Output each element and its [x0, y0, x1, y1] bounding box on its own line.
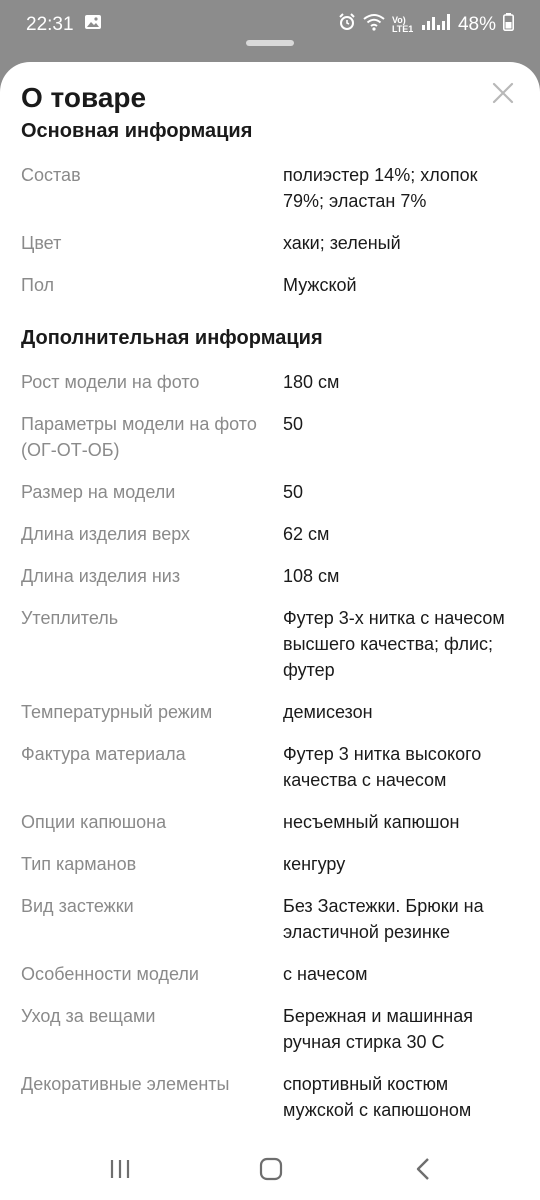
spec-row [0, 272, 540, 298]
spec-label: Особенности модели [21, 964, 199, 984]
battery-icon [503, 13, 514, 37]
spec-label: Рост модели на фото [21, 372, 200, 392]
spec-value: Мужской [283, 275, 357, 295]
spec-label: Вид застежки [21, 896, 134, 916]
status-time: 22:31 [26, 14, 74, 35]
spec-row [0, 1003, 540, 1055]
spec-row [0, 479, 540, 505]
back-button[interactable] [408, 1156, 438, 1186]
spec-row [0, 741, 540, 793]
recent-apps-icon [109, 1159, 131, 1184]
sheet-title: О товаре [21, 82, 147, 113]
spec-value: хаки; зеленый [283, 233, 401, 253]
spec-value: с начесом [283, 964, 368, 984]
close-icon [492, 82, 514, 109]
spec-row [0, 699, 540, 725]
spec-row [0, 411, 540, 463]
spec-label: Опции капюшона [21, 812, 167, 832]
spec-row [0, 521, 540, 547]
spec-label: Декоративные элементы [21, 1074, 230, 1094]
spec-value: 108 см [283, 566, 340, 586]
spec-label: Размер на модели [21, 482, 176, 502]
spec-label: Цвет [21, 233, 62, 253]
gallery-icon [84, 14, 102, 36]
spec-label: Тип карманов [21, 854, 137, 874]
signal-icon [421, 13, 451, 37]
spec-row [0, 605, 540, 683]
spec-value: Футер 3 нитка высокого качества с начесом [283, 744, 482, 790]
spec-label: Фактура материала [21, 744, 186, 764]
spec-value: спортивный костюм мужской с капюшоном [283, 1074, 472, 1120]
navigation-bar [0, 1142, 540, 1200]
spec-row [0, 1071, 540, 1123]
spec-row [0, 230, 540, 256]
sheet-content[interactable] [0, 118, 540, 1123]
wifi-icon [363, 13, 385, 37]
spec-label: Пол [21, 275, 55, 295]
recent-apps-button[interactable] [105, 1156, 135, 1186]
sheet-drag-handle[interactable] [246, 40, 294, 46]
spec-row [0, 851, 540, 877]
spec-value: Бережная и машинная ручная стирка 30 С [283, 1006, 473, 1052]
back-chevron-icon [415, 1157, 431, 1186]
spec-label: Утеплитель [21, 608, 119, 628]
spec-row [0, 961, 540, 987]
spec-value: несъемный капюшон [283, 812, 460, 832]
section-title-main: Основная информация [21, 120, 253, 142]
spec-row [0, 369, 540, 395]
spec-label: Параметры модели на фото (ОГ-ОТ-ОБ) [21, 414, 257, 460]
spec-value: 50 [283, 414, 304, 434]
spec-row [0, 809, 540, 835]
home-button[interactable] [256, 1156, 286, 1186]
spec-label: Уход за вещами [21, 1006, 156, 1026]
spec-value: 180 см [283, 372, 340, 392]
spec-value: полиэстер 14%; хлопок 79%; эластан 7% [283, 165, 478, 211]
spec-label: Температурный режим [21, 702, 213, 722]
spec-row [0, 162, 540, 214]
alarm-icon [338, 13, 356, 37]
spec-label: Длина изделия низ [21, 566, 181, 586]
spec-value: Без Застежки. Брюки на эластичной резинке [283, 896, 484, 942]
spec-label: Длина изделия верх [21, 524, 191, 544]
spec-value: 62 см [283, 524, 330, 544]
battery-percent: 48% [457, 14, 496, 35]
spec-value: демисезон [283, 702, 373, 722]
spec-value: 50 [283, 482, 304, 502]
close-button[interactable] [488, 80, 518, 110]
product-info-sheet [0, 62, 540, 1142]
spec-row [0, 563, 540, 589]
home-icon [259, 1157, 283, 1186]
spec-label: Состав [21, 165, 81, 185]
network-label: Vo) LTE1 [391, 15, 414, 34]
spec-value: Футер 3-х нитка с начесом высшего качества; флис; футер [283, 608, 505, 680]
spec-row [0, 893, 540, 945]
spec-value: кенгуру [283, 854, 346, 874]
section-title-additional: Дополнительная информация [21, 327, 323, 349]
